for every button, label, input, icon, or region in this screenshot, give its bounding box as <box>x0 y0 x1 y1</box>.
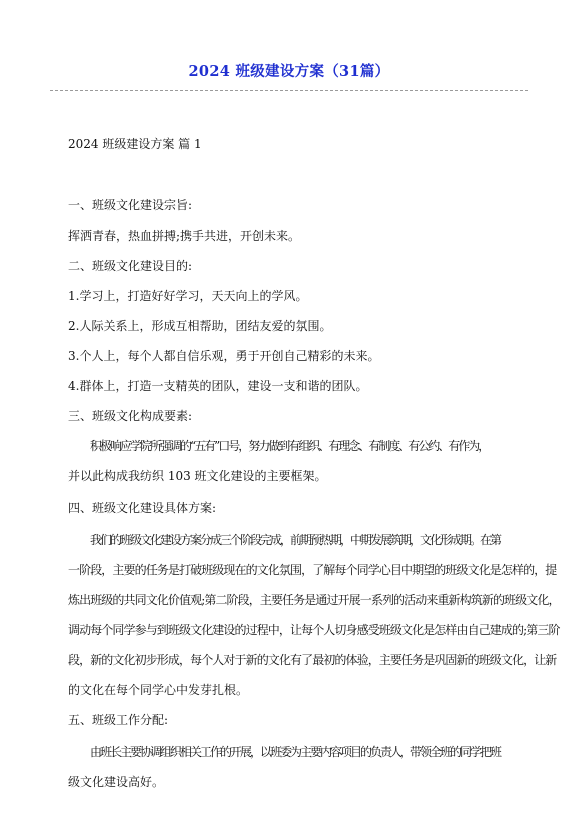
heading-assignment: 五、班级工作分配: <box>68 713 169 727</box>
heading-goals: 二、班级文化建设目的: <box>68 259 193 273</box>
document-title: 2024 班级建设方案（31篇） <box>188 63 390 80</box>
heading-plan: 四、班级文化建设具体方案: <box>68 501 217 515</box>
list-item-goal-3: 3.个人上，每个人都自信乐观，勇于开创自己精彩的未来。 <box>68 349 380 363</box>
paragraph-plan-line-6: 的文化在每个同学心中发芽扎根。 <box>68 683 249 697</box>
heading-elements: 三、班级文化构成要素: <box>68 409 193 423</box>
list-item-goal-4: 4.群体上，打造一支精英的团队，建设一支和谐的团队。 <box>68 379 368 393</box>
section-heading: 2024 班级建设方案 篇 1 <box>68 137 202 151</box>
paragraph-plan-line-3: 炼出班级的共同文化价值观;第二阶段，主要任务是通过开展一系列的活动来重新构筑新的班级文化， <box>68 593 560 607</box>
paragraph-elements-line-2: 并以此构成我纺织 103 班文化建设的主要框架。 <box>68 469 327 483</box>
paragraph-plan-line-1: 我们的班级文化建设方案分成三个阶段完成，前期预热期，中期发展筑期，文化形成期。在第 <box>90 533 501 547</box>
paragraph-elements-line-1: 积极响应学院所强调的“五有”口号，努力做到有组织、有理念、有制度、有公约、有作为， <box>90 439 489 453</box>
paragraph-plan-line-5: 段，新的文化初步形成，每个人对于新的文化有了最初的体验，主要任务是巩固新的班级文化，让新 <box>68 653 557 667</box>
list-item-goal-1: 1.学习上，打造好好学习，天天向上的学风。 <box>68 289 308 303</box>
heading-purpose: 一、班级文化建设宗旨: <box>68 198 193 212</box>
paragraph-plan-line-4: 调动每个同学参与到班级文化建设的过程中，让每个人切身感受班级文化是怎样由自己建成的;第三阶 <box>68 623 560 637</box>
paragraph-purpose: 挥洒青春，热血拼搏;携手共进，开创未来。 <box>68 229 301 243</box>
list-item-goal-2: 2.人际关系上，形成互相帮助，团结友爱的氛围。 <box>68 319 332 333</box>
paragraph-plan-line-2: 一阶段，主要的任务是打破班级现在的文化氛围，了解每个同学心目中期望的班级文化是怎样的，提 <box>68 563 557 577</box>
title-divider <box>50 90 528 91</box>
paragraph-assignment-line-2: 级文化建设高好。 <box>68 775 165 789</box>
paragraph-assignment-line-1: 由班长主要协调组织相关工作的开展，以班委为主要内容项目的负责人，带领全班的同学把班 <box>90 745 501 759</box>
